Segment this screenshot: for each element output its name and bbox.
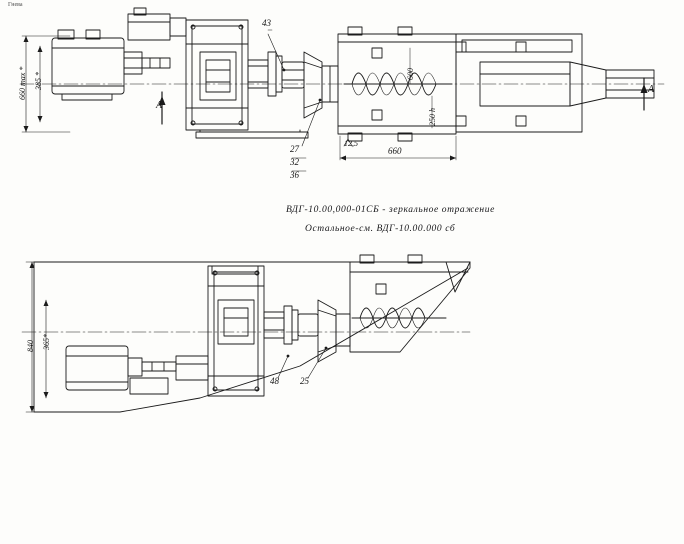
dim-840: 840: [26, 340, 35, 352]
callout-48: 48: [270, 376, 279, 386]
dim-660: 660: [388, 146, 402, 156]
dim-660-max: 660 max *: [18, 66, 27, 100]
dim-600: 600: [406, 68, 415, 80]
callout-43: 43: [262, 18, 271, 28]
dim-250: 250 h: [428, 108, 437, 126]
section-mark-a-left: A: [156, 100, 163, 111]
top-view-group: [20, 8, 664, 171]
dim-365: 365*: [42, 334, 51, 350]
sheet-corner-text: Гнева: [8, 2, 23, 8]
bottom-view-group: [22, 255, 470, 412]
callout-25: 25: [300, 376, 309, 386]
dim-12-5: 12,5: [344, 139, 358, 148]
remainder-note: Остальное-см. ВДГ-10.00.000 сб: [305, 224, 456, 234]
callout-27: 27: [290, 144, 299, 154]
mirror-note: ВДГ-10.00,000-01СБ - зеркальное отражение: [286, 205, 495, 215]
section-mark-a-right: A: [648, 84, 655, 95]
callout-32: 32: [290, 157, 299, 167]
dim-385: 385 *: [34, 72, 43, 90]
callout-36: 36: [290, 170, 299, 180]
